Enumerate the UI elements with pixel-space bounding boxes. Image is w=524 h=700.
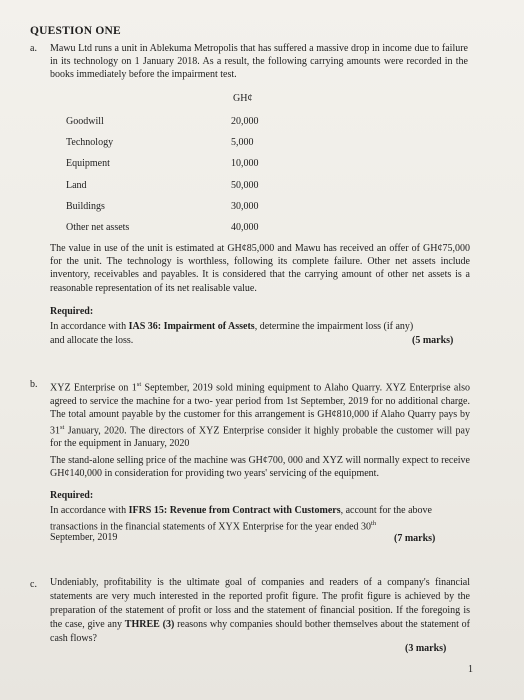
table-row-label: Land — [66, 180, 87, 191]
part-b-letter: b. — [30, 379, 38, 390]
table-row-label: Buildings — [66, 201, 105, 212]
table-row-label: Other net assets — [66, 222, 130, 233]
part-a-paragraph: The value in use of the unit is estimated at GH¢85,000 and Mawu has received an offer of GH¢75,000 for the unit. The technology is worthless, following its complete failure. Other net assets include inventory, receivables and payables. It is considered that the carrying amount of other net assets is a reasonable representation of its net realisable value. — [50, 243, 470, 294]
part-c-paragraph: Undeniably, profitability is the ultimate goal of companies and readers of a company's financial statements are very much interested in the reported profit figure. The profit figure is achieved by the preparation of the statement of profit or loss and the statement of financial position. If the foregoing is the case, give any THREE (3) reasons why companies should bother themselves about the statement of cash flows? — [50, 577, 471, 644]
part-b-required-label: Required: — [50, 490, 94, 501]
table-row-value: 10,000 — [231, 158, 259, 169]
part-a-required-label: Required: — [50, 306, 94, 317]
table-row-value: 30,000 — [231, 201, 259, 212]
part-a-requirement-line2: and allocate the loss. — [50, 335, 134, 346]
table-row-label: Equipment — [66, 158, 110, 169]
table-row-label: Technology — [66, 137, 114, 148]
part-b-requirement: In accordance with IFRS 15: Revenue from Contract with Customers, account for the above transactions in the financial statements of XYX Enterprise for the year ended 30th — [50, 505, 432, 533]
part-b-paragraph2: The stand-alone selling price of the machine was GH¢700, 000 and XYZ will normally expect to receive GH¢140,000 in consideration for providing two years' servicing of the equipment. — [50, 455, 470, 480]
table-row-value: 50,000 — [231, 180, 259, 191]
part-a-letter: a. — [30, 43, 37, 54]
table-row-value: 20,000 — [231, 116, 259, 127]
part-a-marks: (5 marks) — [412, 335, 454, 346]
table-row-label: Goodwill — [66, 116, 104, 127]
part-c-letter: c. — [30, 579, 37, 590]
part-a-requirement: In accordance with IAS 36: Impairment of Assets, determine the impairment loss (if any) — [50, 321, 414, 332]
table-row-value: 5,000 — [231, 137, 254, 148]
part-c-marks: (3 marks) — [405, 643, 447, 654]
table-row-value: 40,000 — [231, 222, 259, 233]
part-b-requirement-end: September, 2019 — [50, 532, 118, 543]
part-b-marks: (7 marks) — [394, 533, 436, 544]
part-b-paragraph1: XYZ Enterprise on 1st September, 2019 sold mining equipment to Alaho Quarry. XYZ Enterprise also agreed to service the machine for a two- year period from 1st September, 2019 for no additional charge. The total amount payable by the customer for this arrangement is GH¢810,000 if Alaho Quarry pays by 31st January, 2020. The directors of XYZ Enterprise consider it highly probable the customer will pay for the equipment in January, 2020 — [50, 381, 470, 450]
currency-header: GH¢ — [233, 93, 253, 104]
page-number: 1 — [468, 664, 473, 675]
part-a-intro: Mawu Ltd runs a unit in Ablekuma Metropolis that has suffered a massive drop in income due to failure in its technology on 1 January 2018. As a result, the following carrying amounts were recorded in the books immediately before the impairment test. — [50, 43, 468, 81]
question-heading: QUESTION ONE — [30, 25, 121, 37]
